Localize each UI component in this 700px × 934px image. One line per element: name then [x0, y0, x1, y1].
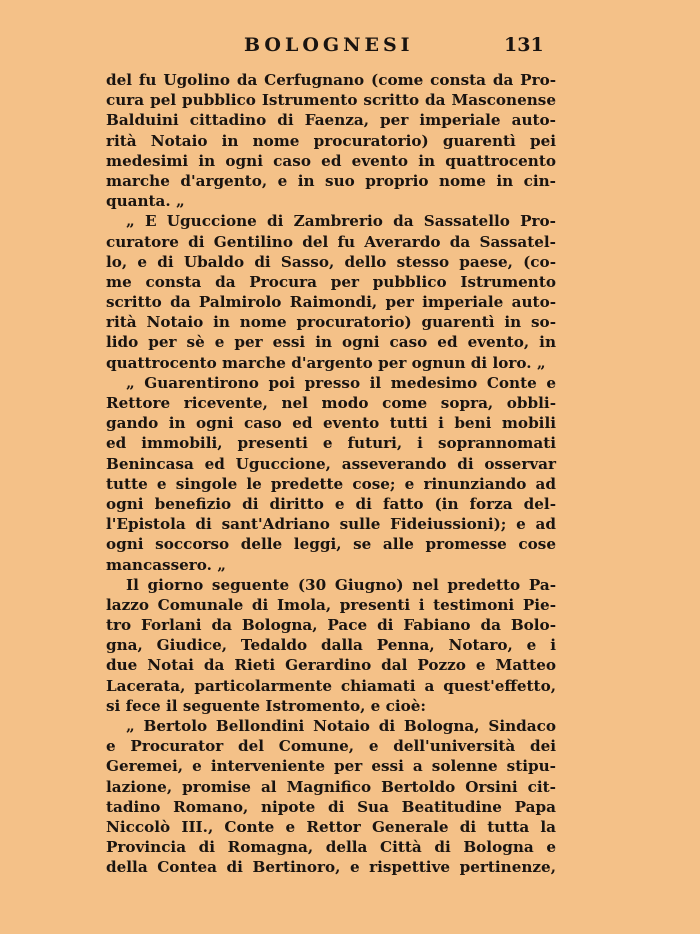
text-line: Il giorno seguente (30 Giugno) nel predetto Pa-: [126, 575, 556, 594]
text-line: e Procurator del Comune, e dell'università dei: [106, 737, 556, 756]
text-line: Lacerata, particolarmente chiamati a quest'effetto,: [106, 676, 556, 695]
text-line: Provincia di Romagna, della Città di Bologna e: [106, 838, 556, 857]
text-line: Balduini cittadino di Faenza, per imperiale auto-: [106, 111, 556, 130]
text-line: curatore di Gentilino del fu Averardo da Sassatel-: [106, 232, 556, 251]
text-line: Rettore ricevente, nel modo come sopra, obbli-: [106, 394, 556, 412]
text-line: del fu Ugolino da Cerfugnano (come consta da Pro-: [106, 71, 556, 89]
text-line: me consta da Procura per pubblico Istrumento: [106, 272, 556, 291]
text-line: marche d'argento, e in suo proprio nome in cin-: [106, 171, 556, 190]
text-line: tutte e singole le predette cose; e rinunziando ad: [106, 474, 556, 493]
text-line: „ Guarentirono poi presso il medesimo Conte e: [126, 373, 556, 392]
text-line: Geremei, e interveniente per essi a solenne stipu-: [106, 757, 556, 776]
text-line: „ Bertolo Bellondini Notaio di Bologna, Sindaco: [126, 717, 556, 735]
text-line: rità Notaio in nome procuratorio) guarentì pei: [106, 131, 556, 150]
text-line: cura pel pubblico Istrumento scritto da Masconense: [106, 91, 556, 110]
text-line: quattrocento marche d'argento per ognun di loro. „: [106, 353, 546, 372]
text-line: l'Epistola di sant'Adriano sulle Fideiussioni); e ad: [106, 515, 556, 534]
text-line: tro Forlani da Bologna, Pace di Fabiano da Bolo-: [106, 616, 556, 635]
text-line: ogni benefizio di diritto e di fatto (in forza del-: [106, 494, 556, 513]
text-line: scritto da Palmirolo Raimondi, per imperiale auto-: [106, 293, 556, 312]
text-line: tadino Romano, nipote di Sua Beatitudine Papa: [106, 797, 556, 816]
text-line: „ E Uguccione di Zambrerio da Sassatello Pro-: [126, 212, 556, 231]
text-line: mancassero. „: [106, 555, 226, 574]
text-line: quanta. „: [106, 192, 185, 211]
text-line: Niccolò III., Conte e Rettor Generale di tutta la: [106, 817, 556, 836]
text-line: lo, e di Ubaldo di Sasso, dello stesso paese, (co-: [106, 252, 556, 271]
text-line: si fece il seguente Istromento, e cioè:: [106, 696, 427, 715]
text-line: due Notai da Rieti Gerardino dal Pozzo e Matteo: [106, 656, 556, 675]
text-line: Benincasa ed Uguccione, asseverando di osservar: [106, 454, 556, 473]
body-text: [106, 70, 556, 878]
running-head: [0, 34, 700, 60]
running-title: BOLOGNESI: [244, 34, 414, 56]
text-line: gna, Giudice, Tedaldo dalla Penna, Notaro, e i: [106, 636, 556, 655]
text-line: ogni soccorso delle leggi, se alle promesse cose: [106, 535, 556, 554]
page-number: 131: [504, 34, 544, 56]
text-line: lazzo Comunale di Imola, presenti i testimoni Pie-: [106, 595, 556, 614]
text-line: gando in ogni caso ed evento tutti i beni mobili: [106, 414, 556, 433]
text-line: lazione, promise al Magnifico Bertoldo Orsini cit-: [106, 777, 556, 796]
text-line: ed immobili, presenti e futuri, i soprannomati: [106, 434, 556, 453]
text-line: rità Notaio in nome procuratorio) guarentì in so-: [106, 313, 556, 332]
text-line: medesimi in ogni caso ed evento in quattrocento: [106, 151, 556, 170]
text-line: della Contea di Bertinoro, e rispettive pertinenze,: [106, 858, 556, 877]
text-line: lido per sè e per essi in ogni caso ed evento, in: [106, 333, 556, 352]
